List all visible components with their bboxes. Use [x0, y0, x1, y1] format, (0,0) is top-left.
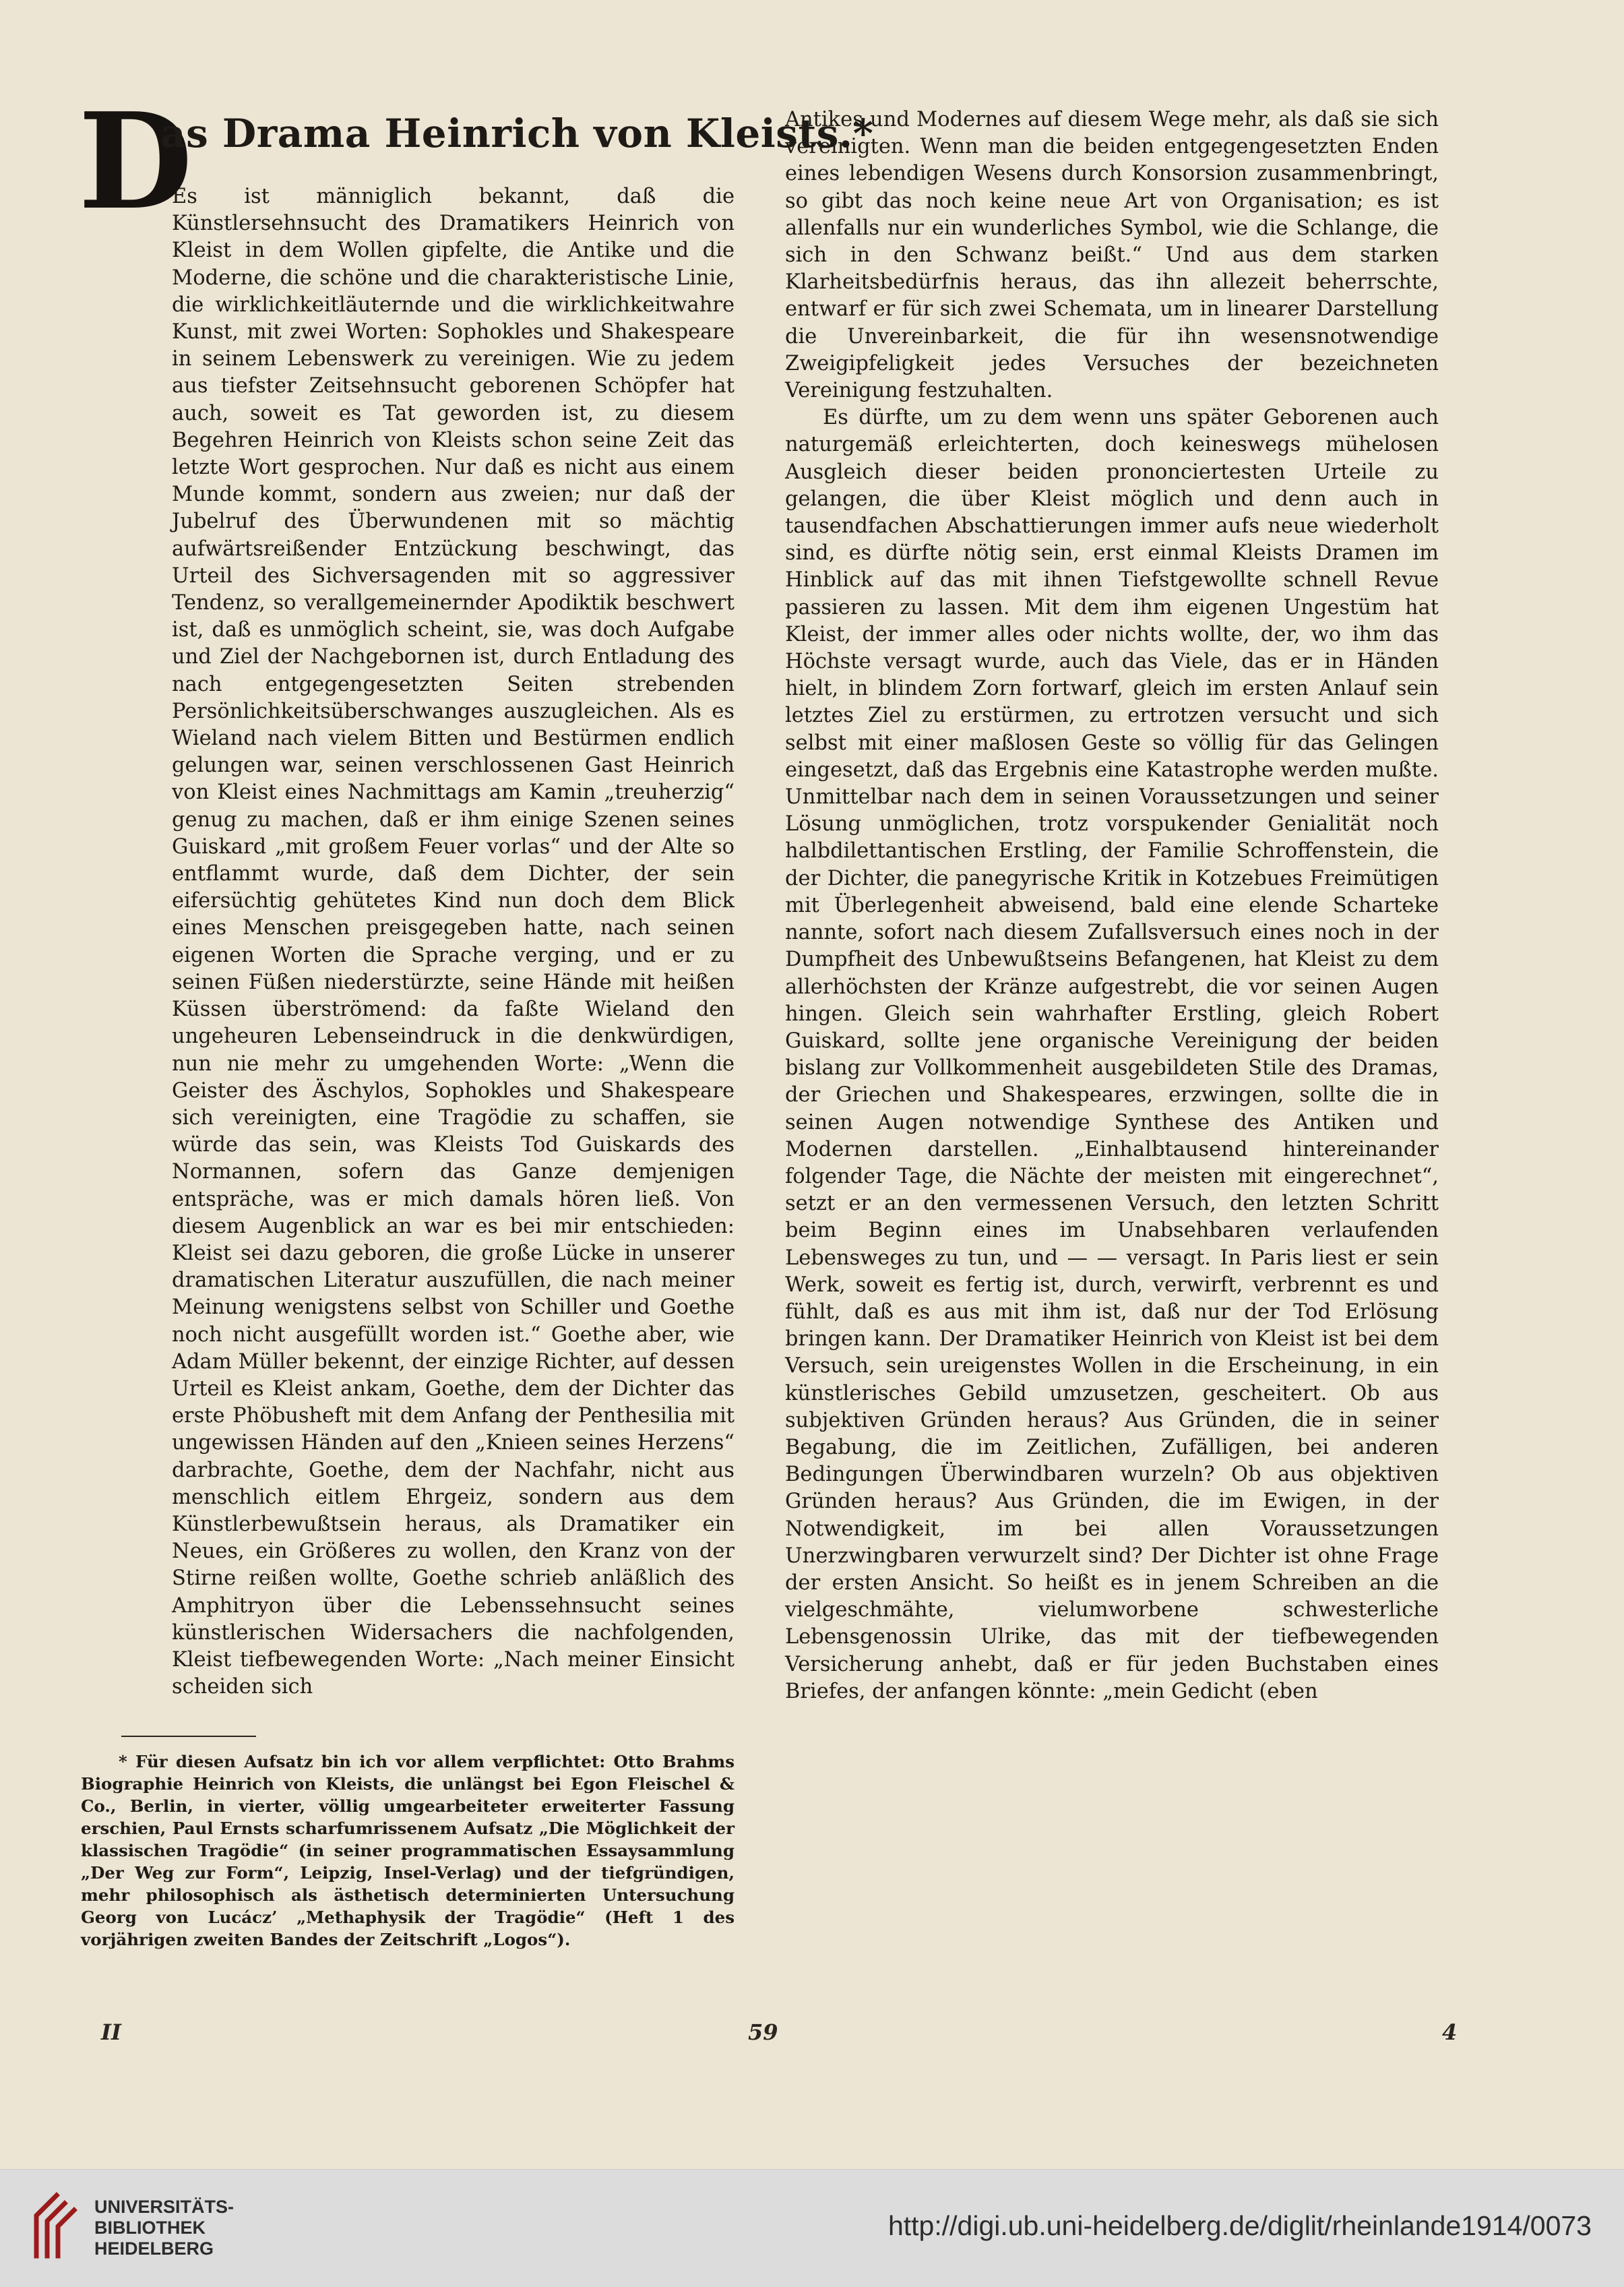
page-number: 59 [748, 2019, 778, 2045]
library-name-line: BIBLIOTHEK [94, 2218, 206, 2238]
drop-cap: D [78, 84, 193, 239]
signature-mark: II [101, 2019, 121, 2045]
footnote: * Für diesen Aufsatz bin ich vor allem verpflichtet: Otto Brahms Biographie Heinrich von Kleists, die unlängst bei Egon Fleischel & Co., Berlin, in vierter, völlig umgearbeiteter erweiterter Fassung erschien, Paul Ernsts scharfumrissenem Aufsatz „Die Möglichkeit der klassischen Tragödie“ (in seiner programmatischen Essaysammlung „Der Weg zur Form“, Leipzig, Insel-Verlag) und der tiefgründigen, mehr philosophisch als ästhetisch determinierten Untersuchung Georg von Lucácz’ „Methaphysik der Tragödie“ (Heft 1 des vorjährigen zweiten Bandes der Zeitschrift „Logos“). [81, 1752, 735, 1950]
library-footer [0, 2169, 1624, 2287]
sheet-number: 4 [1442, 2019, 1458, 2045]
library-name-line: HEIDELBERG [94, 2238, 214, 2259]
library-name-line: UNIVERSITÄTS- [94, 2197, 235, 2217]
footnote-divider [121, 1736, 256, 1737]
permalink-url[interactable]: http://digi.ub.uni-heidelberg.de/diglit/rheinlande1914/0073 [887, 2210, 1592, 2241]
university-library-logo-icon [30, 2189, 84, 2263]
left-column [78, 84, 874, 1951]
right-column [785, 106, 1439, 1705]
article-title: as Drama Heinrich von Kleists.* [160, 111, 874, 156]
library-name [94, 2197, 234, 2259]
article-heading [78, 84, 874, 239]
right-paragraph-1: Antikes und Modernes auf diesem Wege mehr, als daß sie sich vereinigten. Wenn man die beiden entgegengesetzten Enden eines lebendigen Wesens durch Konsorsion zusammenbringt, so gibt das noch keine neue Art von Organisation; es ist allenfalls nur ein wunderliches Symbol, wie die Schlange, die sich in den Schwanz beißt.“ Und aus dem starken Klarheitsbedürfnis heraus, das ihn allezeit beherrschte, entwarf er für sich zwei Schemata, um in linearer Darstellung die Unvereinbarkeit, die für ihn wesensnotwendige Zweigipfeligkeit jedes Versuches der bezeichneten Vereinigung festzuhalten. [785, 108, 1439, 403]
right-paragraph-2: Es dürfte, um zu dem wenn uns später Geborenen auch naturgemäß erleichterten, doch keineswegs mühelosen Ausgleich dieser beiden prononciertesten Urteile zu gelangen, die über Kleist möglich und denn auch in tausendfachen Abschattierungen immer aufs neue wiederholt sind, es dürfte nötig sein, erst einmal Kleists Dramen im Hinblick auf das mit ihnen Tiefstgewollte schnell Revue passieren zu lassen. Mit dem ihm eigenen Ungestüm hat Kleist, der immer alles oder nichts wollte, der, wo ihm das Höchste versagt wurde, auch das Viele, das er in Händen hielt, in blindem Zorn fortwarf, gleich im ersten Anlauf sein letztes Ziel zu erstürmen, zu ertrotzen versucht und sich selbst mit einer maßlosen Geste so völlig für das Gelingen eingesetzt, daß das Ergebnis eine Katastrophe werden mußte. Unmittelbar nach dem in seinen Voraussetzungen und seiner Lösung unmöglichen, trotz vorspukender Genialität noch halbdilettantischen Erstling, der Familie Schroffenstein, die der Dichter, die panegyrische Kritik in Kotzebues Freimütigen mit Überlegenheit abweisend, bald eine elende Scharteke nannte, sofort nach diesem Zufallsversuch eines noch in der Dumpfheit des Unbewußtseins Befangenen, hat Kleist zu dem allerhöchsten der Kränze aufgestrebt, die vor seinen Augen hingen. Gleich sein wahrhafter Erstling, gleich Robert Guiskard, sollte jene organische Vereinigung der beiden bislang zur Vollkommenheit ausgebildeten Stile des Dramas, der Griechen und Shakespeares, erzwingen, sollte die in seinen Augen notwendige Synthese des Antiken und Modernen darstellen. „Einhalbtausend hintereinander folgender Tage, die Nächte der meisten mit eingerechnet“, setzt er an den vermessenen Versuch, den letzten Schritt beim Beginn eines im Unabsehbaren verlaufenden Lebensweges zu tun, und — — versagt. In Paris liest er sein Werk, soweit es fertig ist, durch, verwirft, verbrennt es und fühlt, daß es aus mit ihm ist, daß nur der Tod Erlösung bringen kann. Der Dramatiker Heinrich von Kleist ist bei dem Versuch, sein ureigenstes Wollen in die Erscheinung, in ein künstlerisches Gebild umzusetzen, gescheitert. Ob aus subjektiven Gründen heraus? Aus Gründen, die in seiner Begabung, die im Zeitlichen, Zufälligen, bei anderen Bedingungen Überwindbaren wurzeln? Ob aus objektiven Gründen heraus? Aus Gründen, die im Ewigen, in der Notwendigkeit, im bei allen Voraussetzungen Unerzwingbaren verwurzelt sind? Der Dichter ist ohne Frage der ersten Ansicht. So heißt es in jenem Schreiben an die vielgeschmähte, vielumworbene schwesterliche Lebensgenossin Ulrike, das mit der tiefbewegenden Versicherung anhebt, daß er für jeden Buchstaben eines Briefes, der anfangen könnte: „mein Gedicht (eben [785, 406, 1439, 1703]
left-paragraph: Es ist männiglich bekannt, daß die Künstlersehnsucht des Dramatikers Heinrich von Kleist in dem Wollen gipfelte, die Antike und die Moderne, die schöne und die charakteristische Linie, die wirklichkeitläuternde und die wirklichkeitwahre Kunst, mit zwei Worten: Sophokles und Shakespeare in seinem Lebenswerk zu vereinigen. Wie zu jedem aus tiefster Zeitsehnsucht geborenen Schöpfer hat auch, soweit es Tat geworden ist, zu diesem Begehren Heinrich von Kleists schon seine Zeit das letzte Wort gesprochen. Nur daß es nicht aus einem Munde kommt, sondern aus zweien; nur daß der Jubelruf des Überwundenen mit so mächtig aufwärtsreißender Entzückung beschwingt, das Urteil des Sichversagenden mit so aggressiver Tendenz, so verallgemeinernder Apodiktik beschwert ist, daß es unmöglich scheint, sie, was doch Aufgabe und Ziel der Nachgebornen ist, durch Entladung des nach entgegengesetzten Seiten strebenden Persönlichkeitsüberschwanges auszugleichen. Als es Wieland nach vielem Bitten und Bestürmen endlich gelungen war, seinen verschlossenen Gast Heinrich von Kleist eines Nachmittags am Kamin „treuherzig“ genug zu machen, daß er ihm einige Szenen seines Guiskard „mit großem Feuer vorlas“ und der Alte so entflammt wurde, daß dem Dichter, der sein eifersüchtig gehütetes Kind nun doch dem Blick eines Menschen preisgegeben hatte, nach seinen eigenen Worten die Sprache verging, und er zu seinen Füßen niederstürzte, seine Hände mit heißen Küssen überströmend: da faßte Wieland den ungeheuren Lebenseindruck in die denkwürdigen, nun nie mehr zu umgehenden Worte: „Wenn die Geister des Äschylos, Sophokles und Shakespeare sich vereinigten, eine Tragödie zu schaffen, sie würde das sein, was Kleists Tod Guiskards des Normannen, sofern das Ganze demjenigen entspräche, was er mich damals hören ließ. Von diesem Augenblick an war es bei mir entschieden: Kleist sei dazu geboren, die große Lücke in unserer dramatischen Literatur auszufüllen, die nach meiner Meinung wenigstens selbst von Schiller und Goethe noch nicht ausgefüllt worden ist.“ Goethe aber, wie Adam Müller bekennt, der einzige Richter, auf dessen Urteil es Kleist ankam, Goethe, dem der Dichter das erste Phöbusheft mit dem Anfang der Penthesilia mit ungewissen Händen auf den „Knieen seines Herzens“ darbrachte, Goethe, dem der Nachfahr, nicht aus menschlich eitlem Ehrgeiz, sondern aus dem Künstlerbewußtsein heraus, als Dramatiker ein Neues, ein Größeres zu wollen, den Kranz von der Stirne reißen wollte, Goethe schrieb anläßlich des Amphitryon über die Lebenssehnsucht seines künstlerischen Widersachers die nachfolgenden, Kleist tiefbewegenden Worte: „Nach meiner Einsicht scheiden sich [172, 185, 735, 1699]
